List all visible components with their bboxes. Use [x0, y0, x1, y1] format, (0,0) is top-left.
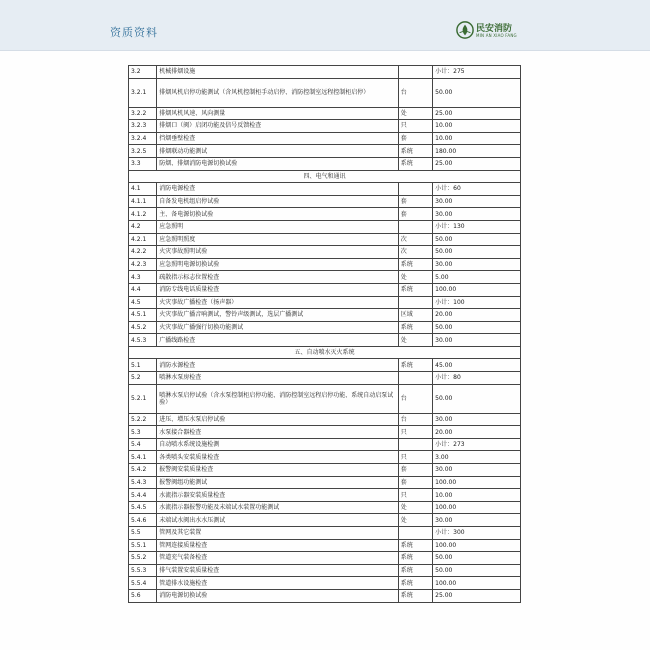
- table-row: [129, 258, 521, 271]
- item-code-cell: 5.2: [129, 372, 157, 385]
- table-row: [129, 157, 521, 170]
- unit-cell: 台: [398, 384, 432, 413]
- unit-cell: 系统: [398, 564, 432, 577]
- price-cell: 50.00: [433, 233, 521, 246]
- header-title: 资质资料: [110, 26, 158, 39]
- table-row: [129, 539, 521, 552]
- price-cell: 50.00: [433, 246, 521, 259]
- item-name-cell: 排烟口（阀）启闭功能及信号反馈检查: [157, 120, 398, 133]
- item-name-cell: 管道排水设施检查: [157, 577, 398, 590]
- fee-table-body: [129, 66, 521, 603]
- item-code-cell: 5.1: [129, 359, 157, 372]
- table-row: [129, 183, 521, 196]
- price-cell: 50.00: [433, 321, 521, 334]
- table-row: [129, 552, 521, 565]
- unit-cell: [398, 220, 432, 233]
- item-name-cell: 报警阀组功能测试: [157, 476, 398, 489]
- item-code-cell: 4.5.2: [129, 321, 157, 334]
- table-row: [129, 195, 521, 208]
- item-name-cell: 应急照明电源切换试验: [157, 258, 398, 271]
- unit-cell: 只: [398, 120, 432, 133]
- unit-cell: 次: [398, 246, 432, 259]
- unit-cell: [398, 527, 432, 540]
- price-cell: 30.00: [433, 195, 521, 208]
- table-row: [129, 577, 521, 590]
- item-name-cell: 排气装置安装质量检查: [157, 564, 398, 577]
- item-name-cell: 疏散指示标志位置检查: [157, 271, 398, 284]
- price-cell: 50.00: [433, 384, 521, 413]
- unit-cell: 台: [398, 78, 432, 107]
- item-code-cell: 5.5.3: [129, 564, 157, 577]
- price-cell: 小计：300: [433, 527, 521, 540]
- unit-cell: 区域: [398, 309, 432, 322]
- unit-cell: [398, 438, 432, 451]
- item-name-cell: 挡烟垂壁检查: [157, 132, 398, 145]
- price-cell: 小计：100: [433, 296, 521, 309]
- item-name-cell: 防烟、排烟消防电源切换试验: [157, 157, 398, 170]
- price-cell: 小计：130: [433, 220, 521, 233]
- price-cell: 25.00: [433, 107, 521, 120]
- item-name-cell: 火灾事故广播强行切换功能测试: [157, 321, 398, 334]
- table-row: [129, 438, 521, 451]
- price-cell: 5.00: [433, 271, 521, 284]
- table-row: [129, 489, 521, 502]
- price-cell: 180.00: [433, 145, 521, 158]
- item-name-cell: 消防专线电话质量检查: [157, 283, 398, 296]
- table-row: [129, 426, 521, 439]
- unit-cell: 次: [398, 233, 432, 246]
- price-cell: 10.00: [433, 132, 521, 145]
- table-row: [129, 527, 521, 540]
- price-cell: 小计：80: [433, 372, 521, 385]
- price-cell: 100.00: [433, 501, 521, 514]
- item-code-cell: 4.5.1: [129, 309, 157, 322]
- item-code-cell: 5.5.4: [129, 577, 157, 590]
- unit-cell: 套: [398, 195, 432, 208]
- item-name-cell: 火灾事故广播检查（扬声器）: [157, 296, 398, 309]
- item-code-cell: 3.2: [129, 66, 157, 79]
- table-row: [129, 107, 521, 120]
- table-row: [129, 564, 521, 577]
- item-code-cell: 5.6: [129, 589, 157, 602]
- item-code-cell: 4.4: [129, 283, 157, 296]
- item-code-cell: 5.3: [129, 426, 157, 439]
- price-cell: 10.00: [433, 120, 521, 133]
- unit-cell: 系统: [398, 359, 432, 372]
- table-row: [129, 246, 521, 259]
- item-name-cell: 火灾事故广播音响测试，警铃声级测试，选层广播测试: [157, 309, 398, 322]
- table-row: [129, 413, 521, 426]
- item-code-cell: 3.2.5: [129, 145, 157, 158]
- price-cell: 50.00: [433, 552, 521, 565]
- item-name-cell: 排烟联动功能测试: [157, 145, 398, 158]
- item-code-cell: 5.4.5: [129, 501, 157, 514]
- unit-cell: [398, 183, 432, 196]
- item-name-cell: 进压、增压水泵启停试验: [157, 413, 398, 426]
- item-name-cell: 排烟风机启停功能测试（含风机控制柜手动启停、消防控制室远程控制柜启停）: [157, 78, 398, 107]
- item-code-cell: 4.2.2: [129, 246, 157, 259]
- unit-cell: 系统: [398, 589, 432, 602]
- unit-cell: 套: [398, 132, 432, 145]
- unit-cell: [398, 296, 432, 309]
- table-row: [129, 359, 521, 372]
- unit-cell: 只: [398, 451, 432, 464]
- table-row: [129, 514, 521, 527]
- item-code-cell: 4.2.3: [129, 258, 157, 271]
- unit-cell: 系统: [398, 258, 432, 271]
- page-header: [0, 0, 650, 51]
- table-row: [129, 271, 521, 284]
- item-code-cell: 4.1: [129, 183, 157, 196]
- fee-table: [128, 65, 521, 603]
- item-code-cell: 5.5: [129, 527, 157, 540]
- table-row: [129, 296, 521, 309]
- price-cell: 45.00: [433, 359, 521, 372]
- item-code-cell: 3.2.2: [129, 107, 157, 120]
- item-code-cell: 5.2.2: [129, 413, 157, 426]
- table-row: [129, 334, 521, 347]
- price-cell: 30.00: [433, 334, 521, 347]
- unit-cell: 系统: [398, 539, 432, 552]
- table-row: [129, 372, 521, 385]
- table-row: [129, 384, 521, 413]
- item-name-cell: 喷淋水泵房检查: [157, 372, 398, 385]
- item-name-cell: 水泵接合器检查: [157, 426, 398, 439]
- price-cell: 100.00: [433, 476, 521, 489]
- item-name-cell: 广播线路检查: [157, 334, 398, 347]
- item-name-cell: 水流指示器安装质量检查: [157, 489, 398, 502]
- price-cell: 3.00: [433, 451, 521, 464]
- item-code-cell: 4.3: [129, 271, 157, 284]
- price-cell: 10.00: [433, 489, 521, 502]
- section-title: 四、电气和通讯: [129, 170, 521, 183]
- price-cell: 30.00: [433, 208, 521, 221]
- unit-cell: 只: [398, 426, 432, 439]
- unit-cell: 系统: [398, 577, 432, 590]
- unit-cell: 系统: [398, 321, 432, 334]
- item-name-cell: 排烟风机风速、风向测量: [157, 107, 398, 120]
- price-cell: 小计：275: [433, 66, 521, 79]
- item-name-cell: 消防电源切换试验: [157, 589, 398, 602]
- item-code-cell: 4.5.3: [129, 334, 157, 347]
- item-name-cell: 消防水源检查: [157, 359, 398, 372]
- price-cell: 30.00: [433, 258, 521, 271]
- table-row: [129, 283, 521, 296]
- unit-cell: 处: [398, 334, 432, 347]
- price-cell: 30.00: [433, 413, 521, 426]
- section-row: [129, 170, 521, 183]
- table-row: [129, 451, 521, 464]
- section-row: [129, 346, 521, 359]
- unit-cell: 系统: [398, 145, 432, 158]
- table-row: [129, 145, 521, 158]
- item-name-cell: 自动喷水系统设施检测: [157, 438, 398, 451]
- item-name-cell: 应急照明: [157, 220, 398, 233]
- price-cell: 30.00: [433, 514, 521, 527]
- item-name-cell: 管道充气装备检查: [157, 552, 398, 565]
- unit-cell: 处: [398, 514, 432, 527]
- unit-cell: 套: [398, 464, 432, 477]
- unit-cell: [398, 66, 432, 79]
- item-name-cell: 管网连接质量检查: [157, 539, 398, 552]
- item-name-cell: 消防电源检查: [157, 183, 398, 196]
- price-cell: 50.00: [433, 78, 521, 107]
- table-row: [129, 78, 521, 107]
- table-row: [129, 321, 521, 334]
- item-code-cell: 5.4: [129, 438, 157, 451]
- price-cell: 25.00: [433, 589, 521, 602]
- fire-safety-logo-icon: [456, 21, 474, 39]
- price-cell: 小计：60: [433, 183, 521, 196]
- table-row: [129, 208, 521, 221]
- item-code-cell: 5.4.3: [129, 476, 157, 489]
- logo-name-en: MIN AN XIAO FANG: [476, 33, 517, 38]
- item-code-cell: 4.2.1: [129, 233, 157, 246]
- table-row: [129, 476, 521, 489]
- table-row: [129, 464, 521, 477]
- item-code-cell: 3.2.1: [129, 78, 157, 107]
- unit-cell: 套: [398, 208, 432, 221]
- section-title: 五、自动喷水灭火系统: [129, 346, 521, 359]
- unit-cell: 处: [398, 107, 432, 120]
- table-row: [129, 120, 521, 133]
- unit-cell: 系统: [398, 157, 432, 170]
- table-row: [129, 220, 521, 233]
- logo-name-cn: 民安消防: [476, 24, 513, 34]
- item-name-cell: 各类喷头安装质量检查: [157, 451, 398, 464]
- item-name-cell: 主、备电源切换试验: [157, 208, 398, 221]
- item-name-cell: 应急照明照度: [157, 233, 398, 246]
- item-code-cell: 4.1.1: [129, 195, 157, 208]
- item-name-cell: 喷淋水泵启停试验（含水泵控制柜启停功能、消防控制室远程启停功能、系统自动启泵试验）: [157, 384, 398, 413]
- price-cell: 100.00: [433, 539, 521, 552]
- table-row: [129, 501, 521, 514]
- company-logo: [456, 21, 536, 43]
- price-cell: 30.00: [433, 464, 521, 477]
- table-row: [129, 589, 521, 602]
- unit-cell: 处: [398, 271, 432, 284]
- item-code-cell: 3.2.3: [129, 120, 157, 133]
- price-cell: 20.00: [433, 426, 521, 439]
- item-name-cell: 报警阀安装质量检查: [157, 464, 398, 477]
- unit-cell: 套: [398, 476, 432, 489]
- item-name-cell: 管网及其它装置: [157, 527, 398, 540]
- unit-cell: 系统: [398, 552, 432, 565]
- price-cell: 小计：273: [433, 438, 521, 451]
- price-cell: 50.00: [433, 564, 521, 577]
- unit-cell: 只: [398, 489, 432, 502]
- item-code-cell: 5.2.1: [129, 384, 157, 413]
- item-name-cell: 火灾事故照明试验: [157, 246, 398, 259]
- unit-cell: 处: [398, 501, 432, 514]
- item-name-cell: 末端试水阀出水水压测试: [157, 514, 398, 527]
- price-cell: 100.00: [433, 283, 521, 296]
- table-row: [129, 309, 521, 322]
- unit-cell: 台: [398, 413, 432, 426]
- price-cell: 25.00: [433, 157, 521, 170]
- item-code-cell: 5.4.4: [129, 489, 157, 502]
- item-code-cell: 5.4.2: [129, 464, 157, 477]
- item-code-cell: 4.5: [129, 296, 157, 309]
- unit-cell: [398, 372, 432, 385]
- item-code-cell: 4.2: [129, 220, 157, 233]
- price-cell: 100.00: [433, 577, 521, 590]
- price-cell: 20.00: [433, 309, 521, 322]
- table-row: [129, 66, 521, 79]
- item-code-cell: 5.5.2: [129, 552, 157, 565]
- item-name-cell: 机械排烟设施: [157, 66, 398, 79]
- item-name-cell: 自备发电机组启停试验: [157, 195, 398, 208]
- table-row: [129, 132, 521, 145]
- table-row: [129, 233, 521, 246]
- item-name-cell: 水流指示器报警功能及末端试水装置功能测试: [157, 501, 398, 514]
- item-code-cell: 4.1.2: [129, 208, 157, 221]
- unit-cell: 系统: [398, 283, 432, 296]
- item-code-cell: 5.4.6: [129, 514, 157, 527]
- item-code-cell: 5.5.1: [129, 539, 157, 552]
- item-code-cell: 3.3: [129, 157, 157, 170]
- item-code-cell: 3.2.4: [129, 132, 157, 145]
- item-code-cell: 5.4.1: [129, 451, 157, 464]
